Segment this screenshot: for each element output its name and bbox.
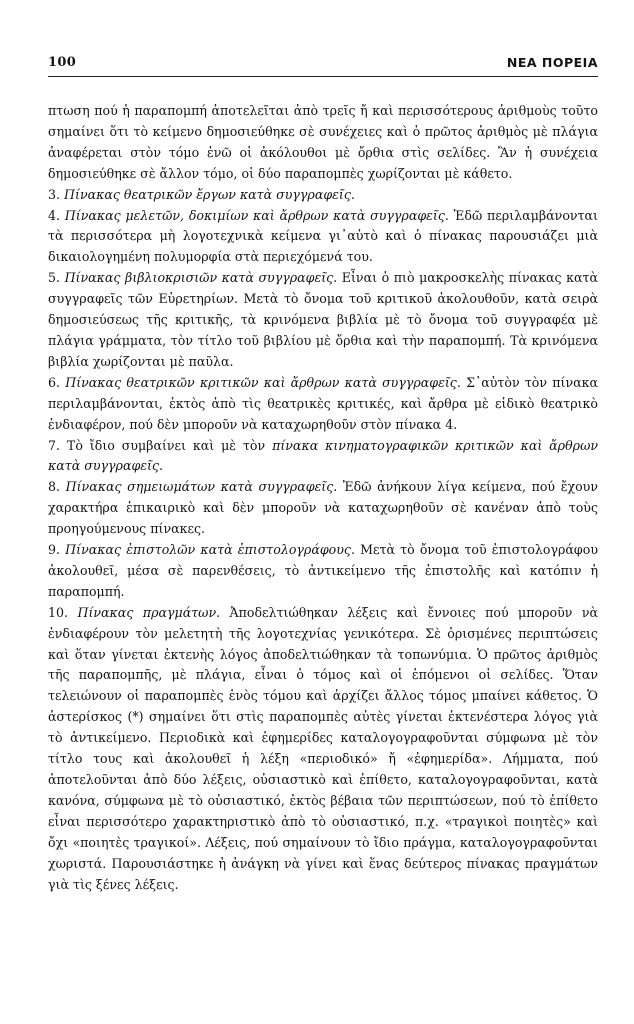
list-item-3 — [48, 185, 598, 206]
item-title: Πίνακας βιβλιοκρισιῶν κατὰ συγγραφεῖς. — [64, 270, 338, 286]
list-item-10 — [48, 603, 598, 896]
paragraph-text: πτωση πού ἡ παραπομπή ἀποτελεῖται ἀπὸ τρεῖς ἤ καὶ περισσότερους ἀριθμοὺς τοῦτο σημαίνει ὅτι τὸ κείμενο δημοσιεύθηκε σὲ συνέχειες καὶ ὁ πρῶτος ἀριθμὸς μὲ πλάγια ἀναφέρεται στὸν τόμο ἐνῶ οἱ ἀκόλουθοι μὲ ὄρθια στὶς σελίδες. Ἂν ἡ συνέχεια δημοσιεύθηκε σὲ ἄλλον τόμο, οἱ δύο παραπομπὲς χωρίζονται μὲ κάθετο. — [48, 103, 598, 181]
item-title: Πίνακας πραγμάτων. — [77, 604, 221, 620]
item-text-end: . — [159, 458, 164, 474]
paragraph-continuation — [48, 101, 598, 185]
item-title: Πίνακας ἐπιστολῶν κατὰ ἐπιστολογράφους. — [65, 542, 355, 558]
item-title: Πίνακας θεατρικῶν κριτικῶν καὶ ἄρθρων κατὰ συγγραφεῖς. — [65, 374, 461, 390]
list-item-8 — [48, 477, 598, 540]
list-item-5 — [48, 268, 598, 373]
item-number: 10. — [48, 604, 78, 620]
body-text — [48, 101, 598, 895]
running-title: ΝΕΑ ΠΟΡΕΙΑ — [506, 55, 598, 70]
item-text: Ἀποδελτιώθηκαν λέξεις καὶ ἔννοιες πού μποροῦν νὰ ἐνδιαφέρουν τὸν μελετητὴ τῆς λογοτεχνίας γενικότερα. Σὲ ὁρισμένες περιπτώσεις καὶ ὅταν γίνεται ἐκτενὴς λόγος ἀποδελτιώθηκαν τὰ τοπωνύμια. Ὁ πρῶτος ἀριθμὸς τῆς παραπομπῆς, μὲ πλάγια, εἶναι ὁ τόμος καὶ οἱ ἑπόμενοι οἱ σελίδες. Ὅταν τελειώνουν οἱ παραπομπὲς ἑνὸς τόμου καὶ ἀρχίζει ἄλλος τόμος μπαίνει κάθετος. Ὁ ἀστερίσκος (*) σημαίνει ὅτι στὶς παραπομπὲς αὐτὲς γίνεται ἐκτενέστερα λόγος γιὰ τὸ ἀντικείμενο. Περιοδικὰ καὶ ἐφημερίδες καταλογογραφοῦνται σύμφωνα μὲ τὸν τίτλο τους καὶ ἀκολουθεῖ ἡ λέξη «περιοδικό» ἤ «ἐφημερίδα». Λήμματα, πού ἀποτελοῦνται ἀπὸ δύο λέξεις, οὐσιαστικὸ καὶ ἐπίθετο, καταλογογραφοῦνται, κατὰ κανόνα, σύμφωνα μὲ τὸ οὐσιαστικό, ἐκτὸς βέβαια τῶν περιπτώσεων, πού τὸ ἐπίθετο εἶναι περισσότερο χαρακτηριστικὸ ἀπὸ τὸ οὐσιαστικό, π.χ. «τραγικοὶ ποιητὲς» καὶ ὄχι «ποιητὲς τραγικοί». Λέξεις, πού σημαίνουν τὸ ἴδιο πράγμα, καταλογογραφοῦνται χωριστά. Παρουσιάστηκε ἡ ἀνάγκη νὰ γίνει καὶ ἕνας δεύτερος πίνακας πραγμάτων γιὰ τὶς ξένες λέξεις. — [48, 604, 598, 892]
list-item-6 — [48, 373, 598, 436]
item-text: Μετὰ τὸ ὄνομα τοῦ ἐπιστολογράφου ἀκολουθεῖ, μέσα σὲ παρενθέσεις, τὸ ἀντικείμενο τῆς ἐπιστολῆς καὶ κατόπιν ἡ παραπομπή. — [48, 542, 598, 599]
header-rule — [48, 76, 598, 77]
item-text: Σ᾿αὐτὸν τὸν πίνακα περιλαμβάνονται, ἐκτὸς ἀπὸ τὶς θεατρικὲς κριτικές, καὶ ἄρθρα μὲ εἰδικὸ θεατρικὸ ἐνδιαφέρον, πού δὲν μποροῦν νὰ καταχωρηθοῦν στὸν πίνακα 4. — [48, 374, 598, 432]
item-number: 4. — [48, 207, 65, 223]
item-number: 5. — [48, 270, 65, 286]
item-number: 7. — [48, 437, 67, 453]
item-number: 3. — [48, 186, 65, 202]
page-header — [48, 48, 598, 70]
item-number: 8. — [48, 479, 66, 495]
item-title: πίνακα κινηματογραφικῶν κριτικῶν καὶ ἄρθρων κατὰ συγγραφεῖς — [48, 437, 599, 474]
item-text: Ἐδῶ περιλαμβάνονται τὰ περισσότερα μὴ λογοτεχνικὰ κείμενα γι᾿αὐτὸ καὶ ὁ πίνακας παρουσιάζει μιὰ δικαιολογημένη πολυμορφία στὰ περιεχόμενά του. — [48, 207, 598, 265]
item-text: Εἶναι ὁ πιὸ μακροσκελὴς πίνακας κατὰ συγγραφεῖς τῶν Εὑρετηρίων. Μετὰ τὸ ὄνομα τοῦ κριτικοῦ ἀκολουθοῦν, κατὰ σειρὰ δημοσιεύσεως τῆς κριτικῆς, τὰ κρινόμενα βιβλία μὲ τὸ ὄνομα τοῦ συγγραφέα μὲ πλάγια γράμματα, τὸν τίτλο τοῦ βιβλίου μὲ ὄρθια καὶ τὴν παραπομπή. Τὰ κρινόμενα βιβλία χωρίζονται μὲ παῦλα. — [48, 270, 598, 369]
item-title: Πίνακας μελετῶν, δοκιμίων καὶ ἄρθρων κατὰ συγγραφεῖς. — [64, 207, 449, 223]
item-title: Πίνακας θεατρικῶν ἔργων κατὰ συγγραφεῖς. — [64, 186, 355, 202]
item-title: Πίνακας σημειωμάτων κατὰ συγγραφεῖς. — [65, 479, 338, 495]
item-text: Ἐδῶ ἀνήκουν λίγα κείμενα, πού ἔχουν χαρακτήρα ἐπικαιρικὸ καὶ δὲν μποροῦν νὰ καταχωρηθοῦν σὲ κανέναν ἀπὸ τοὺς προηγούμενους πίνακες. — [48, 479, 598, 537]
item-number: 6. — [48, 374, 66, 390]
list-item-4 — [48, 206, 598, 269]
item-text: Τὸ ἴδιο συμβαίνει καὶ μὲ τὸν — [66, 437, 273, 453]
page-number: 100 — [48, 55, 77, 70]
list-item-7 — [48, 436, 598, 478]
list-item-9 — [48, 540, 598, 603]
item-number: 9. — [48, 542, 66, 558]
